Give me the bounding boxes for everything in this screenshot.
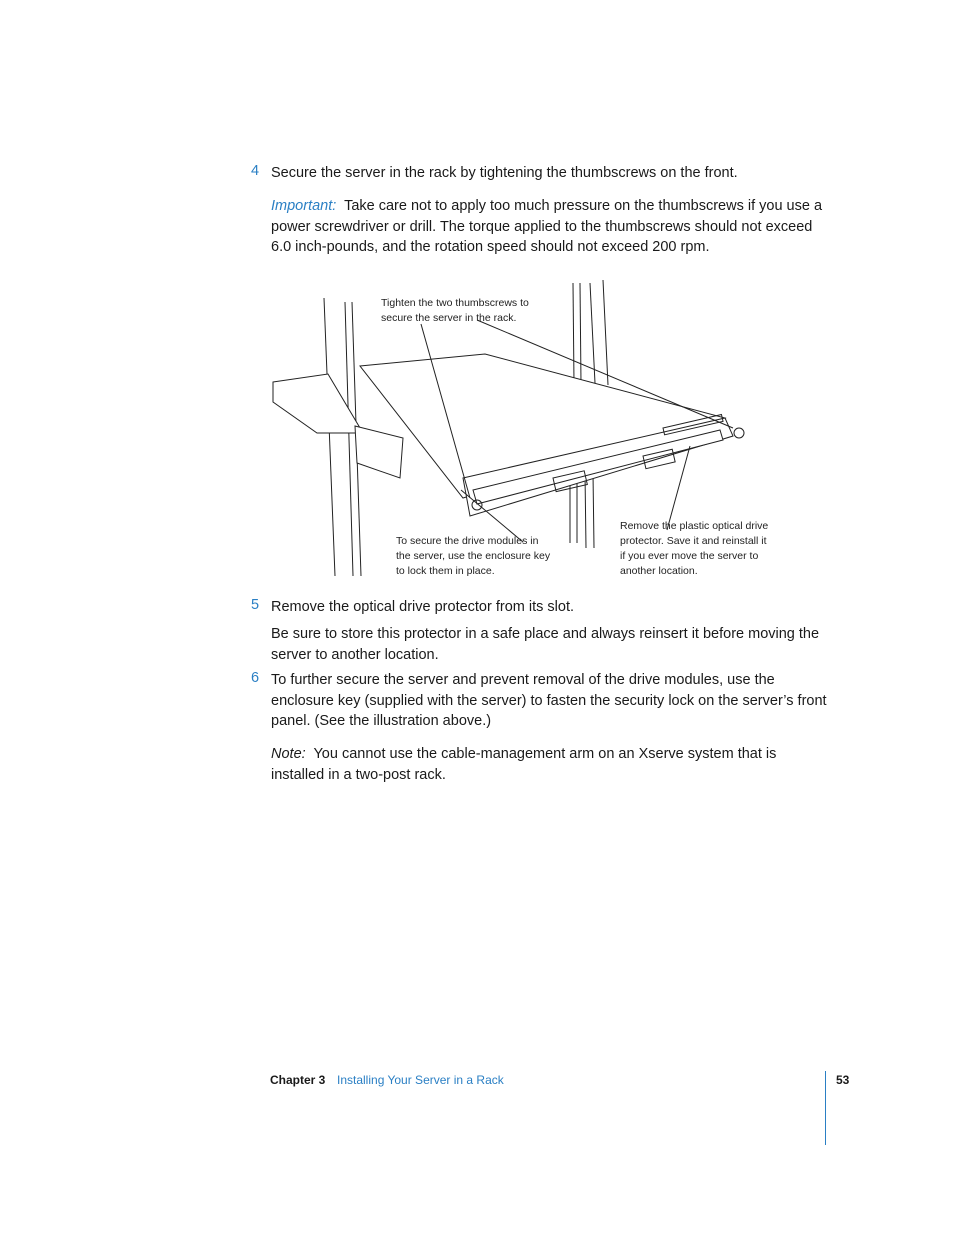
important-label: Important:: [271, 198, 337, 214]
callout-drive-modules: To secure the drive modules in the server, use the enclosure key to lock them in place.: [396, 535, 551, 577]
page-number: 53: [836, 1073, 850, 1087]
step-text: To further secure the server and prevent removal of the drive modules, use the enclosure key (supplied with the server) to fasten the security lock on the server’s front panel. (See the illustration above.): [271, 672, 827, 729]
step-text: Remove the optical drive protector from its slot.: [271, 599, 575, 615]
step-number: 6: [251, 670, 260, 686]
callout-optical-protector: Remove the plastic optical drive protector. Save it and reinstall it if you ever move the server to another location.: [620, 520, 769, 577]
callout-thumbscrews: Tighten the two thumbscrews to secure the server in the rack.: [381, 297, 529, 324]
step-detail: Be sure to store this protector in a safe place and always reinsert it before moving the server to another location.: [271, 626, 820, 663]
step-text: Secure the server in the rack by tightening the thumbscrews on the front.: [271, 165, 738, 181]
footer-divider: [825, 1071, 826, 1145]
step-number: 5: [251, 597, 260, 613]
step-number: 4: [251, 163, 260, 179]
note-text: You cannot use the cable-management arm on an Xserve system that is installed in a two-post rack.: [271, 746, 777, 783]
note-label: Note:: [271, 746, 306, 762]
important-text: Take care not to apply too much pressure on the thumbscrews if you use a power screwdriver or drill. The torque applied to the thumbscrews should not exceed 6.0 inch-pounds, and the rotation speed should not exceed 200 rpm.: [271, 198, 823, 255]
footer-chapter: Chapter 3: [270, 1073, 326, 1087]
note-paragraph: [271, 744, 831, 785]
important-paragraph: [271, 196, 831, 258]
footer-chapter-title: Installing Your Server in a Rack: [337, 1073, 504, 1087]
